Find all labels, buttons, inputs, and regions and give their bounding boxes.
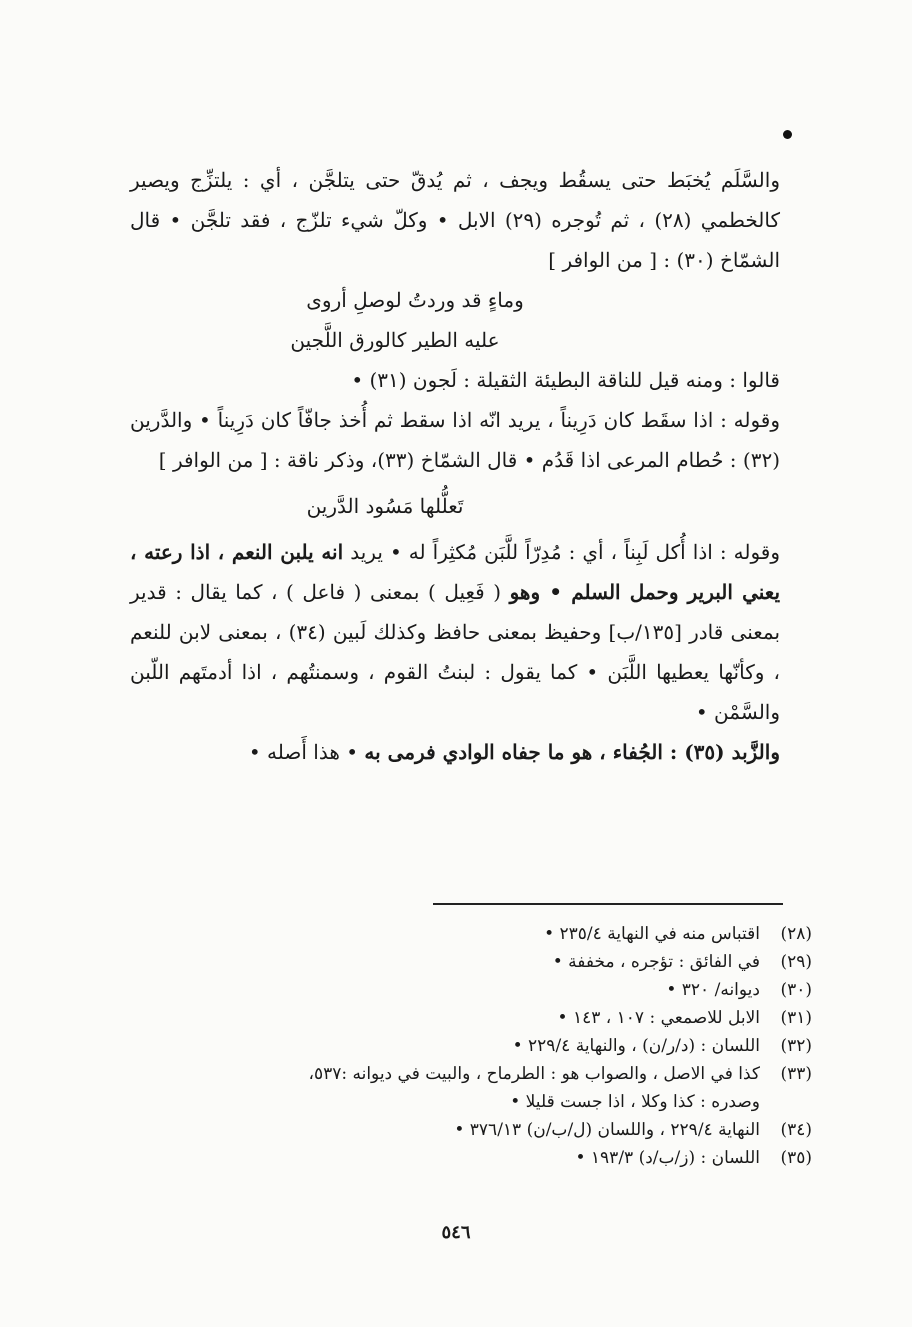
- footnote: [130, 1144, 812, 1172]
- footnotes: [130, 920, 812, 1172]
- footnote-text: اقتباس منه في النهاية ٢٣٥/٤ •: [544, 924, 760, 944]
- footnote: [130, 920, 812, 948]
- paragraph-1: والسَّلَم يُخبَط حتى يسقُط ويجف ، ثم يُدقّ حتى يتلجَّن ، أي : يلتزِّج ويصير كالخطمي (٢٨) ، ثم تُوجره (٢٩) الابل • وكلّ شيء تلزّج ، فقد تلجَّن • قال الشمّاخ (٣٠) : [ من الوافر ]: [130, 168, 781, 272]
- footnote: [130, 1116, 812, 1144]
- footnote-text: اللسان : (د/ر/ن) ، والنهاية ٢٢٩/٤ •: [512, 1036, 760, 1056]
- paragraph-3: وقوله : اذا سقَط كان دَرِيناً ، يريد انّه اذا سقط ثم أُخذ جافّاً كان دَرِيناً • والدَّرين (٣٢) : حُطام المرعى اذا قَدُم • قال الشمّاخ (٣٣)، وذكر ناقة : [ من الوافر ]: [130, 408, 780, 472]
- footnote-number: (٣٢): [780, 1036, 812, 1056]
- footnote-number: (٣٣): [780, 1064, 812, 1084]
- verse-line-3: تَعلُّلها مَسُود الدَّرين: [306, 494, 464, 518]
- footnote: [130, 1032, 812, 1060]
- footnote-text: اللسان : (ز/ب/د) ١٩٣/٣ •: [575, 1148, 760, 1168]
- footnote-continuation: وصدره : كذا وكلا ، اذا جست قليلا •: [510, 1092, 760, 1112]
- paragraph-4-bold: انه يلبن النعم ، اذا رعته ، يعني البرير وحمل السلم • وهو: [130, 540, 781, 604]
- paragraph-5: [130, 732, 780, 772]
- footnote-number: (٣٠): [780, 980, 812, 1000]
- verse-line-1: وماءٍ قد وردتُ لوصلِ أروى: [306, 288, 524, 312]
- main-text: [130, 160, 780, 772]
- margin-dot: [783, 130, 792, 139]
- footnote-number: (٣٤): [780, 1120, 812, 1140]
- paragraph-4-rest: ( فَعِيل ) بمعنى ( فاعل ) ، كما يقال : قدير بمعنى قادر [١٣٥/ب] وحفيظ بمعنى حافظ وكذلك لَبين (٣٤) ، بمعنى لابن للنعم ، وكأنّها يعطيها اللَّبَن • كما يقول : لبنتُ القوم ، وسمنتُهم ، اذا أدمتَهم اللّبن والسَّمْن •: [130, 580, 781, 724]
- footnote-divider: [433, 903, 783, 905]
- verse-line-2: عليه الطير كالورق اللَّجين: [290, 328, 500, 352]
- footnote: [130, 1060, 812, 1088]
- footnote: [130, 1004, 812, 1032]
- footnote-text: في الفائق : تؤجره ، مخففة •: [552, 952, 760, 972]
- footnote-text: النهاية ٢٢٩/٤ ، واللسان (ل/ب/ن) ٣٧٦/١٣ •: [454, 1120, 760, 1140]
- footnote-number: (٢٨): [780, 924, 812, 944]
- footnote: [130, 948, 812, 976]
- footnote-number: (٢٩): [780, 952, 812, 972]
- footnote-text: الابل للاصمعي : ١٠٧ ، ١٤٣ •: [557, 1008, 760, 1028]
- paragraph-5-rest: • هذا أَصله •: [248, 740, 359, 764]
- paragraph-5-bold: والزَّبد (٣٥) : الجُفاء ، هو ما جفاه الوادي فرمى به: [364, 740, 780, 764]
- footnote-text: ديوانه/ ٣٢٠ •: [666, 980, 760, 1000]
- paragraph-2: قالوا : ومنه قيل للناقة البطيئة الثقيلة : لَجون (٣١) •: [351, 368, 780, 392]
- paragraph-4-intro: وقوله : اذا أُكل لَبِناً ، أي : مُدِرّاً للَّبَن مُكثِراً له • يريد: [350, 540, 780, 564]
- page-number: ٥٤٦: [441, 1222, 471, 1243]
- paragraph-4: [130, 532, 780, 732]
- footnote: [130, 976, 812, 1004]
- footnote-number: (٣٥): [780, 1148, 812, 1168]
- footnote-text: كذا في الاصل ، والصواب هو : الطرماح ، والبيت في ديوانه :٥٣٧،: [308, 1064, 760, 1084]
- footnote-number: (٣١): [780, 1008, 812, 1028]
